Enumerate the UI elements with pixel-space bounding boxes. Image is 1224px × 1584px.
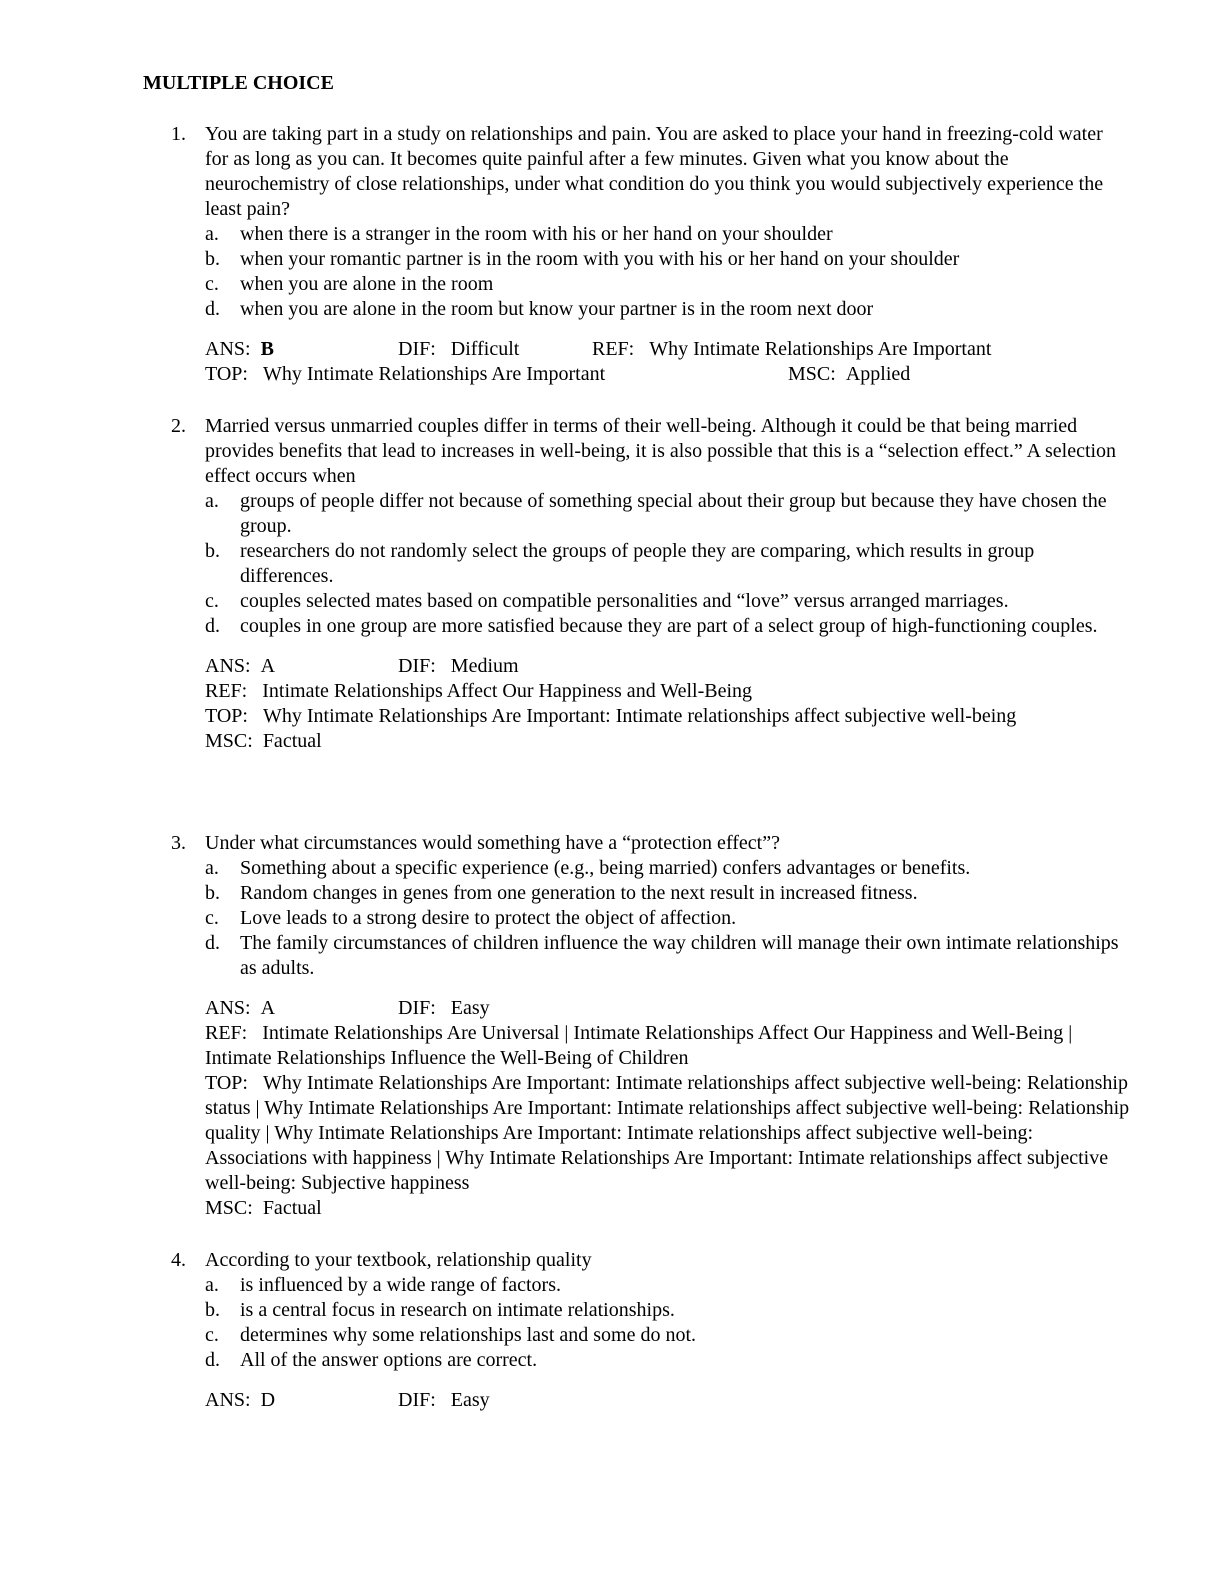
ans-field: ANS: A (205, 997, 276, 1019)
option-c: c. when you are alone in the room (205, 273, 494, 295)
msc-field: MSC: Applied (788, 363, 911, 385)
answer-options (205, 222, 1131, 322)
option-c: c. couples selected mates based on compatible personalities and “love” versus arranged marriages. (205, 590, 1009, 612)
question-1 (171, 122, 1131, 387)
option-d: d. when you are alone in the room but know your partner is in the room next door (205, 298, 874, 320)
option-b: b. is a central focus in research on intimate relationships. (205, 1299, 675, 1321)
dif-field: DIF: Medium (398, 655, 519, 677)
dif-field: DIF: Easy (398, 1389, 490, 1411)
question-2 (171, 414, 1131, 754)
question-number: 4. (171, 1249, 186, 1271)
ref-field: REF: Intimate Relationships Affect Our Happiness and Well-Being (205, 680, 753, 702)
msc-field: MSC: Factual (205, 730, 322, 752)
answer-metadata (205, 1388, 1131, 1413)
option-c: c. Love leads to a strong desire to protect the object of affection. (205, 907, 737, 929)
option-b: b. when your romantic partner is in the room with you with his or her hand on your shoulder (205, 248, 960, 270)
answer-metadata (205, 337, 1131, 387)
dif-field: DIF: Easy (398, 997, 490, 1019)
question-3 (171, 831, 1131, 1221)
answer-metadata (205, 654, 1131, 754)
option-a: a. groups of people differ not because of something special about their group but because they have chosen the group. (205, 490, 1107, 537)
option-d: d. The family circumstances of children influence the way children will manage their own intimate relationships as adults. (205, 932, 1119, 979)
answer-options (205, 1273, 1131, 1373)
option-a: a. when there is a stranger in the room with his or her hand on your shoulder (205, 223, 833, 245)
ans-field: ANS: A (205, 655, 276, 677)
question-4 (171, 1248, 1131, 1413)
answer-options (205, 489, 1131, 639)
question-stem: Under what circumstances would something have a “protection effect”? (205, 832, 780, 854)
question-stem: Married versus unmarried couples differ in terms of their well-being. Although it could be that being married provides benefits that lead to increases in well-being, it is also possible that this is a “selection effect.” A selection effect occurs when (205, 415, 1117, 487)
option-b: b. researchers do not randomly select the groups of people they are comparing, which results in group differences. (205, 540, 1035, 587)
question-number: 1. (171, 123, 186, 145)
option-a: a. Something about a specific experience (e.g., being married) confers advantages or benefits. (205, 857, 971, 879)
ans-field: ANS: B (205, 338, 274, 360)
msc-field: MSC: Factual (205, 1197, 322, 1219)
question-number: 2. (171, 415, 186, 437)
answer-options (205, 856, 1131, 981)
option-c: c. determines why some relationships last and some do not. (205, 1324, 697, 1346)
answer-metadata (205, 996, 1131, 1221)
top-field: TOP: Why Intimate Relationships Are Important (205, 363, 606, 385)
top-field: TOP: Why Intimate Relationships Are Important: Intimate relationships affect subjective well-being (205, 705, 1017, 727)
question-stem: According to your textbook, relationship quality (205, 1249, 592, 1271)
option-d: d. All of the answer options are correct. (205, 1349, 538, 1371)
option-d: d. couples in one group are more satisfied because they are part of a select group of high-functioning couples. (205, 615, 1098, 637)
question-number: 3. (171, 832, 186, 854)
dif-field: DIF: Difficult (398, 338, 520, 360)
ref-field: REF: Intimate Relationships Are Universal | Intimate Relationships Affect Our Happiness and Well-Being | Intimate Relationships Influence the Well-Being of Children (205, 1022, 1073, 1069)
ans-field: ANS: D (205, 1389, 276, 1411)
question-stem: You are taking part in a study on relationships and pain. You are asked to place your hand in freezing-cold water for as long as you can. It becomes quite painful after a few minutes. Given what you know about the neurochemistry of close relationships, under what condition do you think you would subjectively experience the least pain? (205, 123, 1104, 220)
ref-field: REF: Why Intimate Relationships Are Important (592, 338, 992, 360)
option-b: b. Random changes in genes from one generation to the next result in increased fitness. (205, 882, 918, 904)
option-a: a. is influenced by a wide range of factors. (205, 1274, 561, 1296)
top-field: TOP: Why Intimate Relationships Are Important: Intimate relationships affect subjective well-being: Relationship status | Why Intimate Relationships Are Important: Intimate relationships affect subjective well-being: Relationship quality | Why Intimate Relationships Are Important: Intimate relationships affect subjective well-being: Associations with happiness | Why Intimate Relationships Are Important: Intimate relationships affect subjective well-being: Subjective happiness (205, 1072, 1130, 1194)
page-title: MULTIPLE CHOICE (143, 72, 334, 94)
